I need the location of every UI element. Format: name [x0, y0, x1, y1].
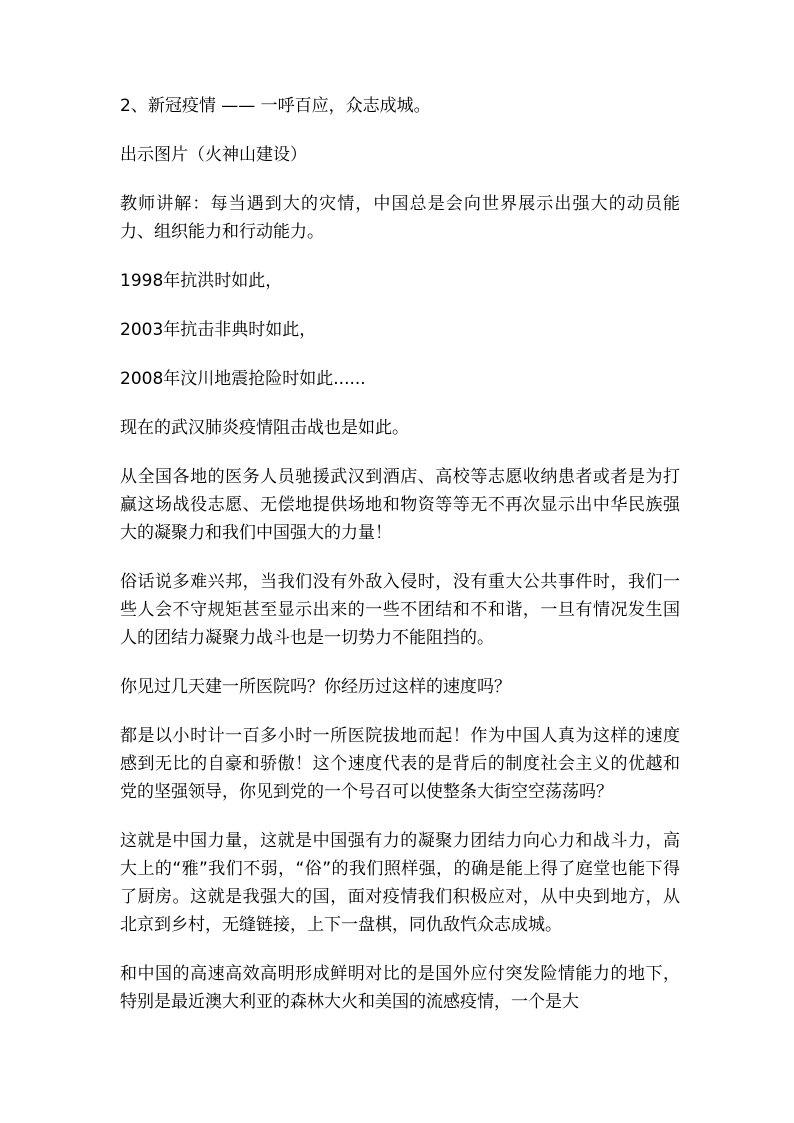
paragraph-2008: 2008年汶川地震抢险时如此......	[120, 369, 366, 389]
heading-section-2: 2、新冠疫情 —— 一呼百应，众志成城。	[120, 96, 431, 116]
paragraph-teacher-explanation: 教师讲解：每当遇到大的灾情，中国总是会向世界展示出强大的动员能力、组织能力和行动能力。	[120, 194, 680, 242]
paragraph-wuhan: 现在的武汉肺炎疫情阻击战也是如此。	[120, 418, 409, 438]
paragraph-question: 你见过几天建一所医院吗？你经历过这样的速度吗？	[120, 677, 511, 697]
paragraph-1998: 1998年抗洪时如此，	[120, 271, 283, 291]
paragraph-hospital-speed: 都是以小时计一百多小时一所医院拔地而起！作为中国人真为这样的速度感到无比的自豪和骄傲！这个速度代表的是背后的制度社会主义的优越和党的坚强领导，你见到党的一个号召可以使整条大街空空荡荡吗？	[120, 726, 680, 802]
paragraph-medical-staff: 从全国各地的医务人员驰援武汉到酒店、高校等志愿收纳患者或者是为打赢这场战役志愿、无偿地提供场地和物资等等无不再次显示出中华民族强大的凝聚力和我们中国强大的力量！	[120, 467, 680, 543]
paragraph-show-picture: 出示图片（火神山建设）	[120, 145, 307, 165]
paragraph-2003: 2003年抗击非典时如此，	[120, 320, 317, 340]
document-page	[120, 92, 680, 1037]
paragraph-comparison: 和中国的高速高效高明形成鲜明对比的是国外应付突发险情能力的地下，特别是最近澳大利亚的森林大火和美国的流感疫情，一个是大	[120, 964, 680, 1012]
paragraph-china-power: 这就是中国力量，这就是中国强有力的凝聚力团结力向心力和战斗力，高大上的“雅”我们不弱，“俗”的我们照样强，的确是能上得了庭堂也能下得了厨房。这就是我强大的国，面对疫情我们积极应对，从中央到地方，从北京到乡村，无缝链接，上下一盘棋，同仇敌忾众志成城。	[120, 831, 680, 935]
paragraph-proverb: 俗话说多难兴邦，当我们没有外敌入侵时，没有重大公共事件时，我们一些人会不守规矩甚至显示出来的一些不团结和不和谐，一旦有情况发生国人的团结力凝聚力战斗也是一切势力不能阻挡的。	[120, 572, 680, 648]
